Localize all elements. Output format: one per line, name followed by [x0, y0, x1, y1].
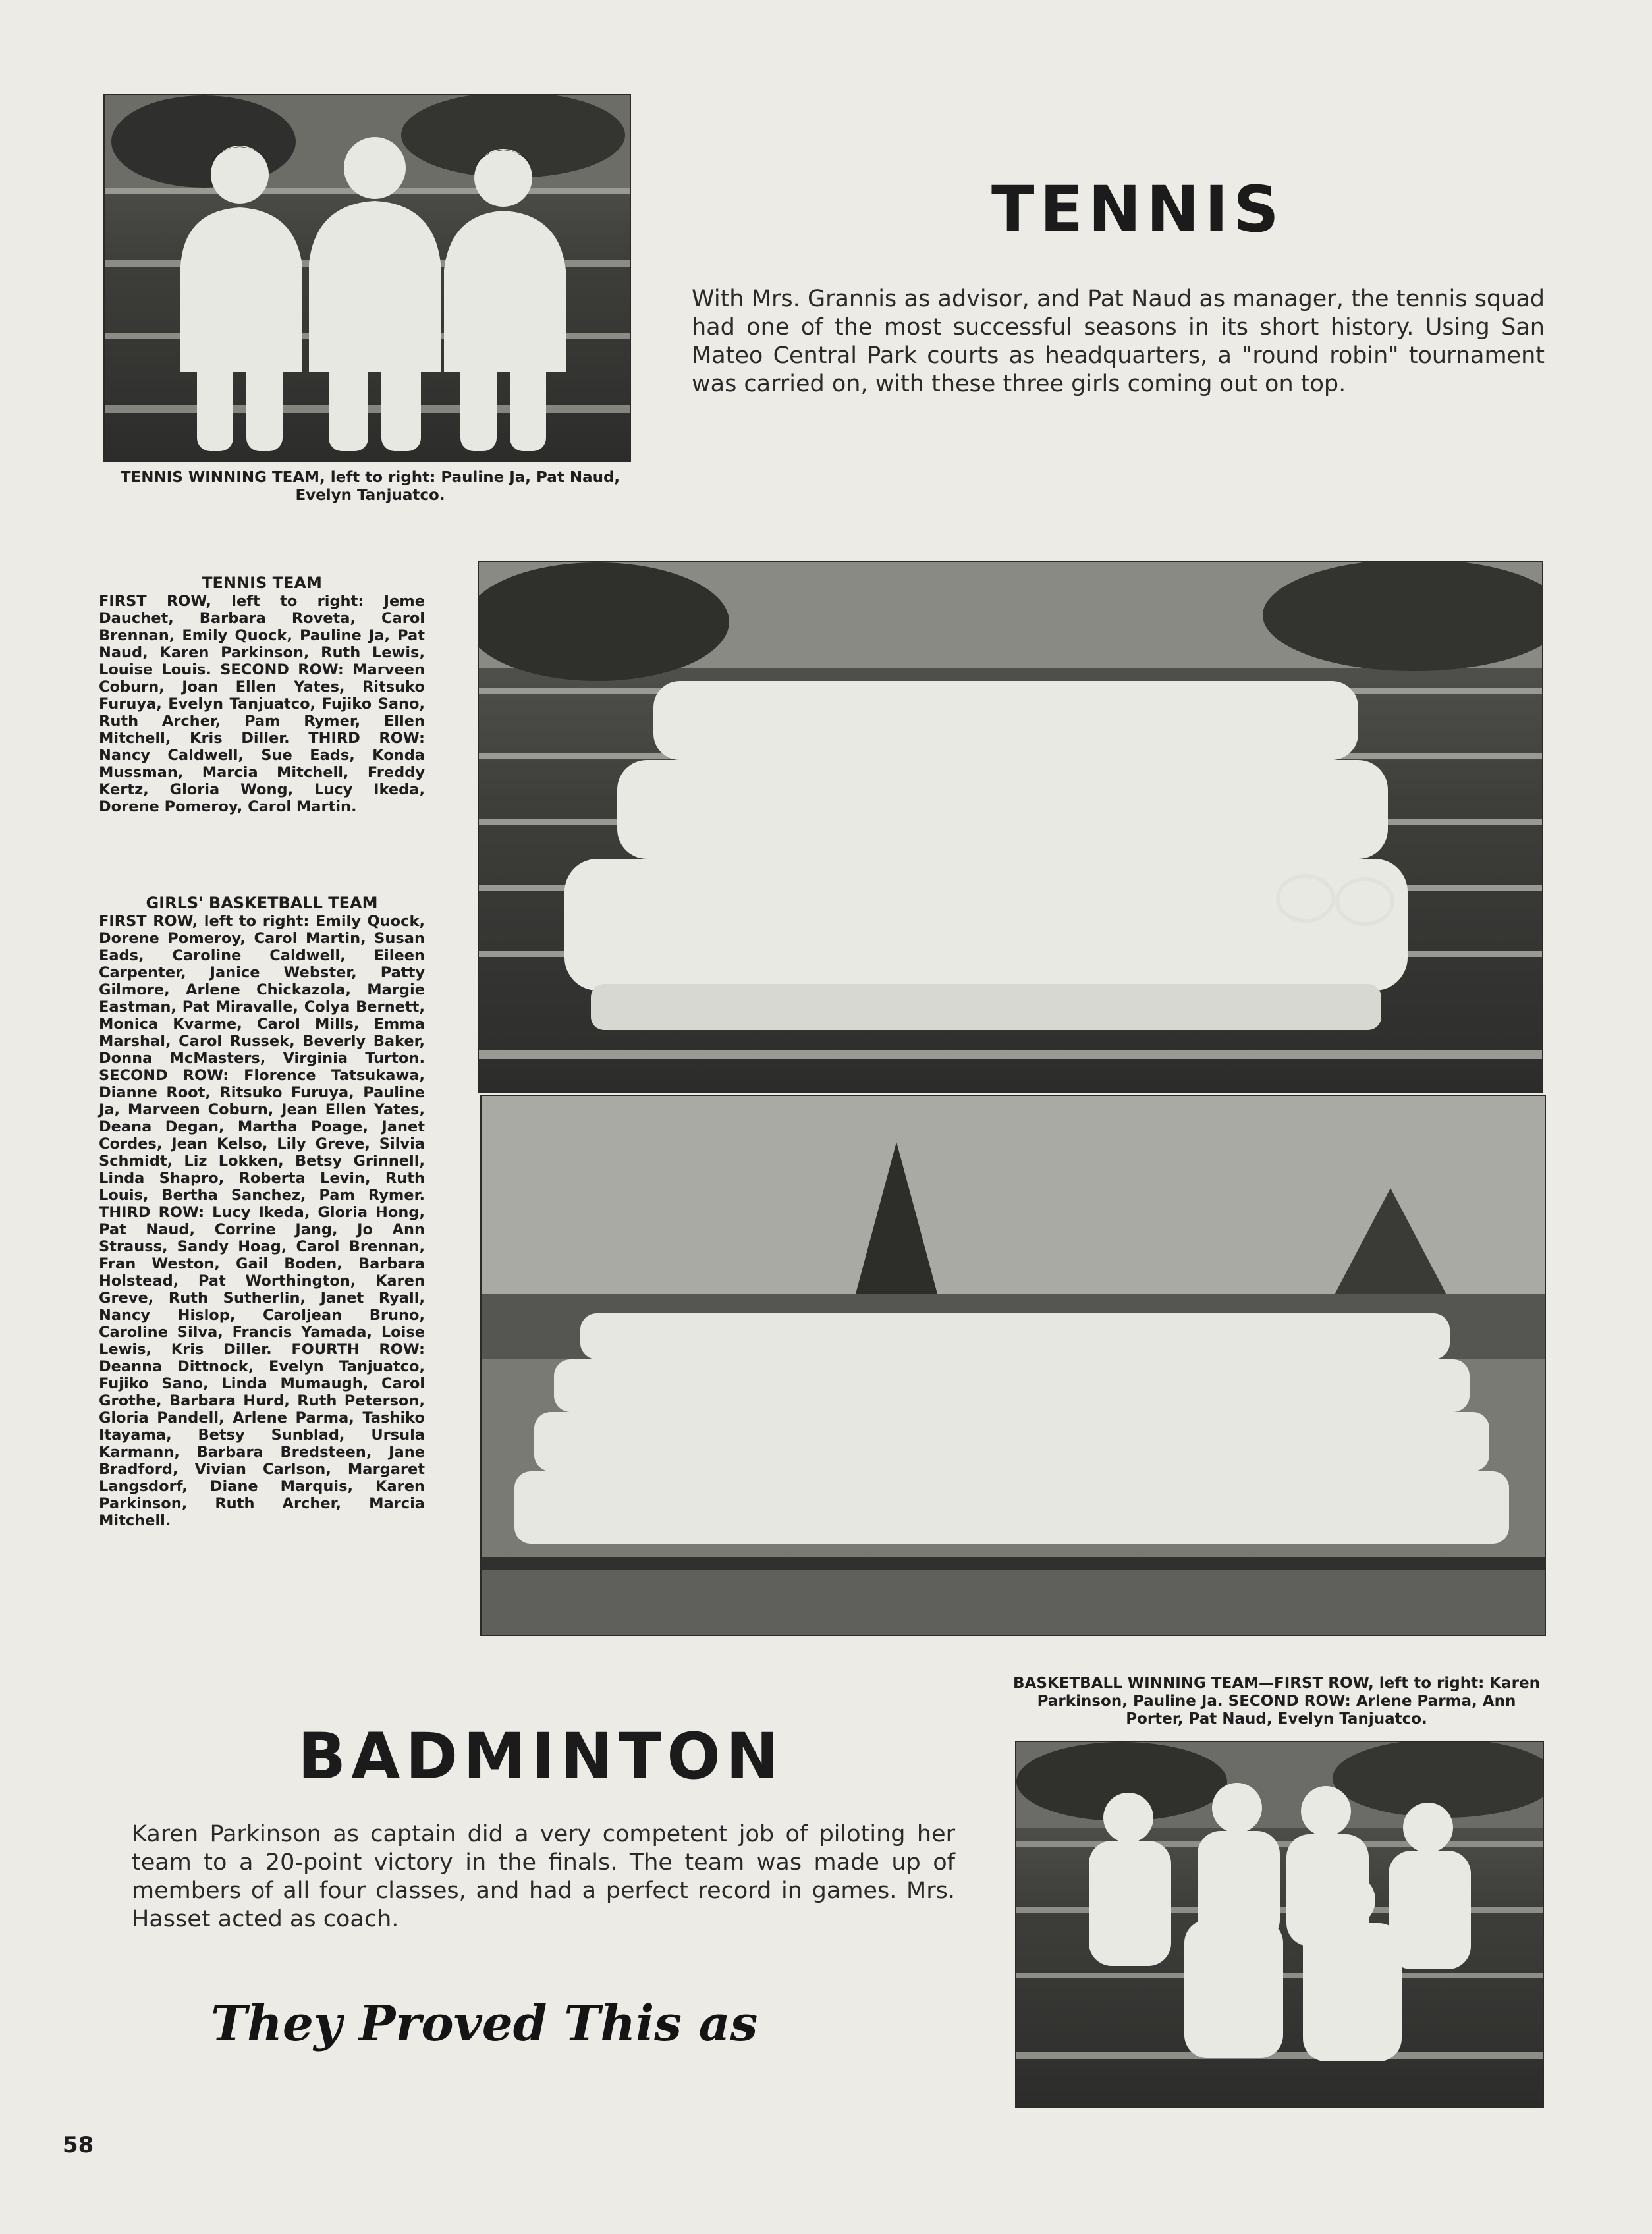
tennis-body-text: With Mrs. Grannis as advisor, and Pat Naud as manager, the tennis squad had one of the most successful seasons in its short history. Using San Mateo Central Park courts as headquarters, a "round robin" tournament was carried on, with these three girls coming out on top.	[692, 286, 1545, 397]
basketball-winning-team-caption: BASKETBALL WINNING TEAM—FIRST ROW, left to right: Karen Parkinson, Pauline Ja. SECOND ROW: Arlene Parma, Ann Porter, Pat Naud, Evelyn Tanjuatco.	[1013, 1675, 1540, 1728]
badminton-heading: BADMINTON	[298, 1720, 785, 1793]
tennis-winning-team-photo	[103, 94, 631, 462]
basketball-team-photo	[480, 1095, 1546, 1636]
tennis-heading: TENNIS	[991, 173, 1284, 246]
badminton-body-text: Karen Parkinson as captain did a very competent job of piloting her team to a 20-point victory in the finals. The team was made up of members of all four classes, and had a perfect record in games. Mrs. Hasset acted as coach.	[132, 1821, 955, 1932]
page-number: 58	[63, 2132, 94, 2158]
tennis-winning-team-caption: TENNIS WINNING TEAM, left to right: Pauline Ja, Pat Naud, Evelyn Tanjuatco.	[120, 469, 620, 504]
tennis-team-photo	[478, 561, 1543, 1093]
basketball-winning-team-photo	[1015, 1741, 1544, 2108]
basketball-team-title: GIRLS' BASKETBALL TEAM	[146, 894, 378, 912]
tennis-team-roster	[99, 574, 425, 815]
tennis-team-names: FIRST ROW, left to right: Jeme Dauchet, Barbara Roveta, Carol Brennan, Emily Quock, Pauline Ja, Pat Naud, Karen Parkinson, Ruth Lewis, Louise Louis. SECOND ROW: Marveen Coburn, Joan Ellen Yates, Ritsuko Furuya, Evelyn Tanjuatco, Fujiko Sano, Ruth Archer, Pam Rymer, Ellen Mitchell, Kris Diller. THIRD ROW: Nancy Caldwell, Sue Eads, Konda Mussman, Marcia Mitchell, Freddy Kertz, Gloria Wong, Lucy Ikeda, Dorene Pomeroy, Carol Martin.	[99, 593, 425, 815]
basketball-team-names: FIRST ROW, left to right: Emily Quock, Dorene Pomeroy, Carol Martin, Susan Eads, Caroline Caldwell, Eileen Carpenter, Janice Webster, Patty Gilmore, Arlene Chickazola, Margie Eastman, Pat Miravalle, Colya Bernett, Monica Kvarme, Carol Mills, Emma Marshal, Carol Russek, Beverly Baker, Donna McMasters, Virginia Turton. SECOND ROW: Florence Tatsukawa, Dianne Root, Ritsuko Furuya, Pauline Ja, Marveen Coburn, Jean Ellen Yates, Deana Degan, Martha Poage, Janet Cordes, Jean Kelso, Lily Greve, Silvia Schmidt, Liz Lokken, Betsy Grinnell, Linda Shapro, Roberta Levin, Ruth Louis, Bertha Sanchez, Pam Rymer. THIRD ROW: Lucy Ikeda, Gloria Hong, Pat Naud, Corrine Jang, Jo Ann Strauss, Sandy Hoag, Carol Brennan, Fran Weston, Gail Boden, Barbara Holstead, Pat Worthington, Karen Greve, Ruth Sutherlin, Janet Ryall, Nancy Hislop, Caroljean Bruno, Caroline Silva, Francis Yamada, Loise Lewis, Kris Diller. FOURTH ROW: Deanna Dittnock, Evelyn Tanjuatco, Fujiko Sano, Linda Mumaugh, Carol Grothe, Barbara Hurd, Ruth Peterson, Gloria Pandell, Arlene Parma, Tashiko Itayama, Betsy Sunblad, Ursula Karmann, Barbara Bredsteen, Jane Bradford, Vivian Carlson, Margaret Langsdorf, Diane Marquis, Karen Parkinson, Ruth Archer, Marcia Mitchell.	[99, 913, 425, 1529]
script-tagline: They Proved This as	[211, 1996, 758, 2052]
basketball-team-roster	[99, 894, 425, 1529]
tennis-team-title: TENNIS TEAM	[202, 574, 322, 592]
